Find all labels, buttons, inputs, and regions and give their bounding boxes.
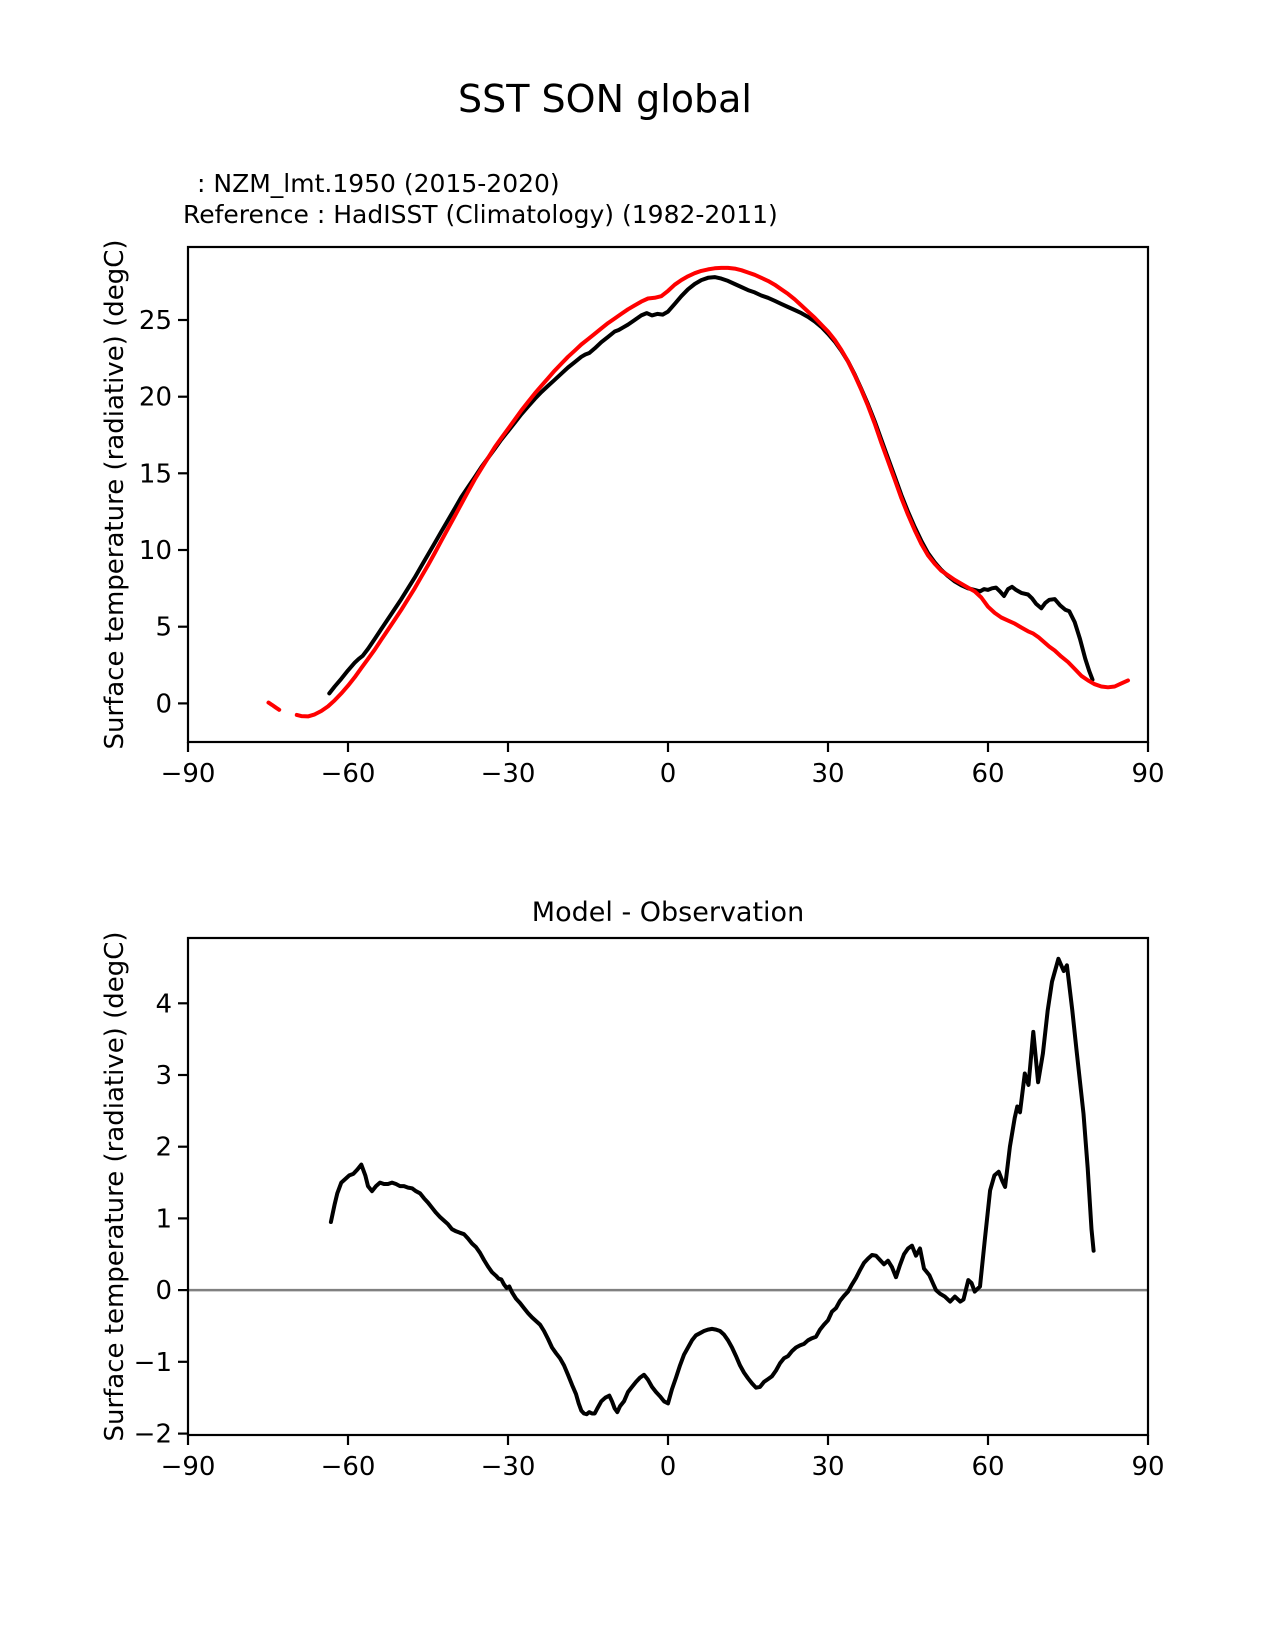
subplot-difference xyxy=(100,897,1165,1482)
y-axis-label: Surface temperature (radiative) (degC) xyxy=(100,931,130,1442)
x-tick-label: 30 xyxy=(811,759,845,789)
series-line-1 xyxy=(269,268,1129,717)
y-tick-label: 25 xyxy=(138,306,172,336)
y-tick-label: −2 xyxy=(133,1419,172,1450)
x-tick-label: −90 xyxy=(160,1452,216,1482)
y-tick-label: 2 xyxy=(155,1132,172,1163)
y-tick-label: −1 xyxy=(133,1347,172,1378)
legend-model-label: : NZM_lmt.1950 (2015-2020) xyxy=(197,169,560,198)
x-tick-label: −90 xyxy=(160,759,216,789)
y-tick-label: 4 xyxy=(155,989,172,1020)
x-tick-label: 90 xyxy=(1131,759,1165,789)
x-tick-label: −60 xyxy=(320,759,376,789)
series-line-0 xyxy=(331,959,1094,1414)
x-tick-label: 30 xyxy=(811,1452,845,1482)
y-tick-label: 5 xyxy=(155,612,172,643)
x-tick-label: −30 xyxy=(480,1452,536,1482)
x-tick-label: −30 xyxy=(480,759,536,789)
series-line-0 xyxy=(329,277,1092,693)
y-tick-label: 1 xyxy=(155,1204,172,1235)
axes-frame xyxy=(188,247,1148,742)
x-tick-label: 0 xyxy=(659,1452,677,1482)
y-tick-label: 0 xyxy=(155,1276,172,1307)
y-tick-label: 0 xyxy=(155,689,172,720)
y-tick-label: 20 xyxy=(138,382,172,413)
y-tick-label: 10 xyxy=(138,536,172,566)
plots-group xyxy=(100,239,1165,1482)
y-tick-label: 3 xyxy=(155,1061,172,1091)
y-axis-label: Surface temperature (radiative) (degC) xyxy=(100,239,130,750)
x-tick-label: 60 xyxy=(971,759,1005,789)
figure-title: SST SON global xyxy=(458,77,752,121)
x-tick-label: 60 xyxy=(971,1452,1005,1482)
x-tick-label: −60 xyxy=(320,1452,376,1482)
legend-reference-label: Reference : HadISST (Climatology) (1982-2011) xyxy=(183,200,778,229)
x-tick-label: 90 xyxy=(1131,1452,1165,1482)
y-tick-label: 15 xyxy=(138,459,172,490)
subplot-title: Model - Observation xyxy=(531,897,805,928)
x-tick-label: 0 xyxy=(659,759,677,789)
subplot-zonal-mean xyxy=(100,239,1165,789)
